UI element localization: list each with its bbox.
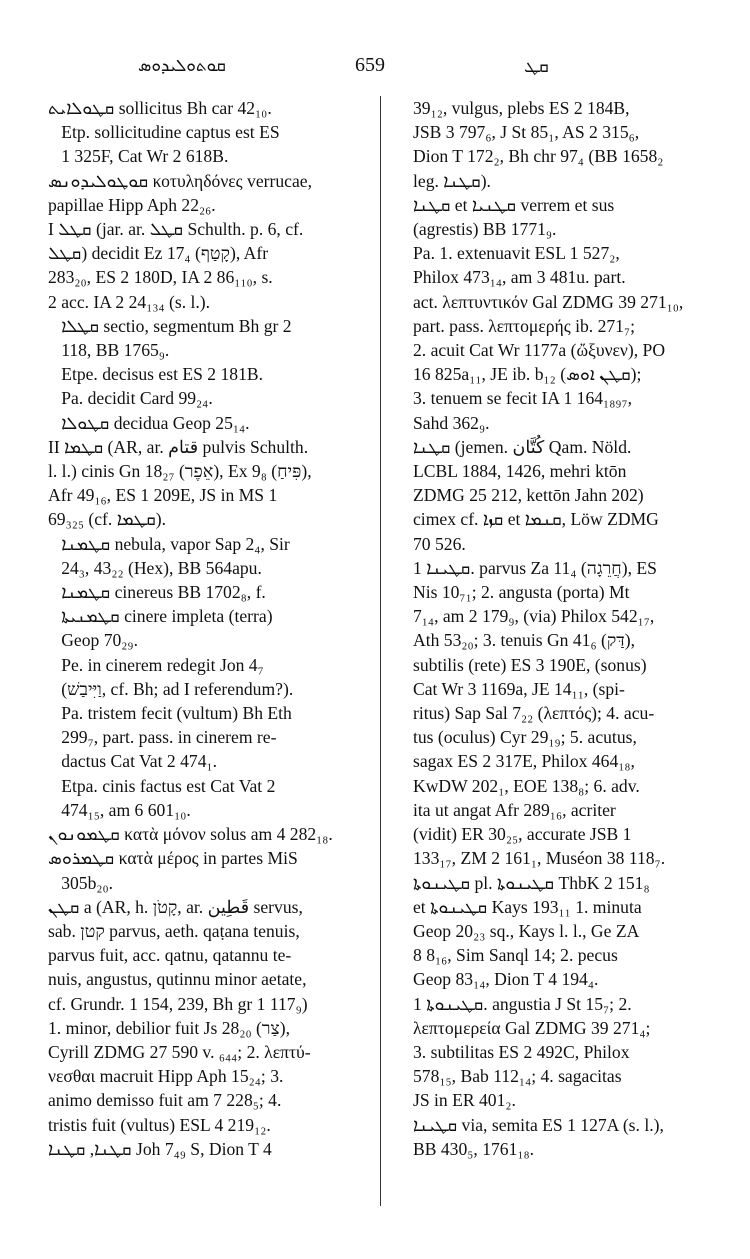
- text-line: Pa. tristem fecit (vultum) Bh Eth: [48, 703, 292, 724]
- text-line: 299₇, part. pass. in cinerem re-: [48, 727, 277, 748]
- text-line: ܩܛܡܘܢܘܢ κατὰ μόνον solus am 4 282₁₈.: [48, 824, 333, 845]
- text-line: ܩܛܢܐ et ܩܛܢܝܐ verrem et sus: [413, 194, 615, 215]
- text-line: (vidit) ER 30₂₅, accurate JSB 1: [413, 824, 632, 845]
- left-column: [48, 96, 370, 1161]
- text-line: et ܩܛܝܢܘܬܐ Kays 193₁₁ 1. minuta: [413, 896, 642, 917]
- text-line: tristis fuit (vultus) ESL 4 219₁₂.: [48, 1114, 271, 1135]
- text-line: tus (oculus) Cyr 29₁₉; 5. acutus,: [413, 727, 637, 748]
- text-line: Philox 473₁₄, am 3 481u. part.: [413, 267, 626, 288]
- text-line: JS in ER 401₂.: [413, 1090, 516, 1111]
- text-line: ܩܛܝܢܐ 1. parvus Za 11₄ (חֲרֵגָה), ES: [413, 557, 657, 578]
- text-line: KwDW 202₁, EOE 138₈; 6. adv.: [413, 775, 640, 796]
- text-line: ܩܛܢܐ (jemen. كُتَّان Qam. Nöld.: [413, 436, 632, 457]
- text-line: Ath 53₂₀; 3. tenuis Gn 41₆ (דַּק),: [413, 630, 635, 651]
- text-line: Pe. in cinerem redegit Jon 4₇: [48, 654, 264, 675]
- text-line: 16 825a₁₁, JE ib. b₁₂ (ܩܛܢ ܐܘܣ);: [413, 364, 642, 385]
- text-line: ܩܛܘܠܐ decidua Geop 25₁₄.: [48, 412, 250, 433]
- text-line: Afr 49₁₆, ES 1 209E, JS in MS 1: [48, 485, 278, 506]
- text-line: (agrestis) BB 1771₉.: [413, 219, 557, 240]
- text-line: νεσθαι macruit Hipp Aph 15₂₄; 3.: [48, 1066, 284, 1087]
- right-column: [413, 96, 715, 1161]
- text-line: cimex cf. ܩܙܐ et ܩܢܡܐ, Löw ZDMG: [413, 509, 659, 530]
- text-line: 305b₂₀.: [48, 872, 114, 893]
- text-line: 3. tenuem se fecit IA 1 164₁₈₉₇,: [413, 388, 632, 409]
- text-line: Geop 83₁₄, Dion T 4 194₄.: [413, 969, 599, 990]
- text-line: sagax ES 2 317E, Philox 464₁₈,: [413, 751, 635, 772]
- text-line: Cyrill ZDMG 27 590 v. ₆₄₄; 2. λεπτύ-: [48, 1041, 311, 1062]
- text-line: act. λεπτυντικόν Gal ZDMG 39 271₁₀,: [413, 291, 684, 312]
- column-divider: [380, 96, 381, 1206]
- text-line: 133₁₇, ZM 2 161₁, Muséon 38 118₇.: [413, 848, 666, 869]
- running-letter: ܩܛ: [524, 56, 549, 76]
- text-line: BB 430₅, 1761₁₈.: [413, 1138, 535, 1159]
- text-line: 578₁₅, Bab 112₁₄; 4. sagacitas: [413, 1066, 622, 1087]
- text-line: leg. ܩܛܢܐ).: [413, 170, 491, 191]
- text-line: papillae Hipp Aph 22₂₆.: [48, 194, 216, 215]
- text-line: Nis 10₇₁; 2. angusta (porta) Mt: [413, 582, 630, 603]
- text-line: ܩܛܠ) decidit Ez 17₄ (קָטַף), Afr: [48, 243, 269, 264]
- text-line: Etpa. cinis factus est Cat Vat 2: [48, 775, 276, 796]
- text-line: II ܩܛܡܐ (AR, ar. قتام pulvis Schulth.: [48, 436, 309, 457]
- text-line: ܩܛܝܢܐ via, semita ES 1 127A (s. l.),: [413, 1114, 664, 1135]
- text-line: ritus) Sap Sal 7₂₂ (λεπτός); 4. acu-: [413, 703, 655, 724]
- text-line: Dion T 172₂, Bh chr 97₄ (BB 1658₂: [413, 146, 664, 167]
- text-line: 7₁₄, am 2 179₉, (via) Philox 542₁₇,: [413, 606, 655, 627]
- text-line: LCBL 1884, 1426, mehri ktōn: [413, 461, 627, 482]
- text-line: JSB 3 797₆, J St 85₁, AS 2 315₆,: [413, 122, 640, 143]
- text-line: subtilis (rete) ES 3 190E, (sonus): [413, 654, 647, 675]
- text-line: ܩܛܡܢܝܬܐ cinere impleta (terra): [48, 606, 273, 627]
- text-line: 118, BB 1765₉.: [48, 340, 170, 361]
- text-line: ܩܛܡܢܐ cinereus BB 1702₈, f.: [48, 582, 266, 603]
- text-line: 8 8₁₆, Sim Sanql 14; 2. pecus: [413, 945, 618, 966]
- page-number: 659: [355, 54, 385, 76]
- text-line: 283₂₀, ES 2 180D, IA 2 86₁₁₀, s.: [48, 267, 273, 288]
- text-line: λεπτομερεία Gal ZDMG 39 271₄;: [413, 1017, 651, 1038]
- text-line: 1. minor, debilior fuit Js 28₂₀ (צַר),: [48, 1017, 291, 1038]
- text-line: parvus fuit, acc. qatnu, qatannu te-: [48, 945, 292, 966]
- text-line: 24₃, 43₂₂ (Hex), BB 564apu.: [48, 557, 262, 578]
- text-line: ܩܛܢܐ, ܩܛܢܐ Joh 7₄₉ S, Dion T 4: [48, 1138, 272, 1159]
- text-line: 3. subtilitas ES 2 492C, Philox: [413, 1041, 630, 1062]
- text-line: ܩܛܡܪܘܣ κατὰ μέρος in partes MiS: [48, 848, 298, 869]
- text-line: ܩܛܝܢܘܬܐ 1. angustia J St 15₇; 2.: [413, 993, 632, 1014]
- running-headword: ܩܘܬܘܠܝܕܘܣ: [138, 56, 226, 75]
- text-line: ita ut angat Afr 289₁₆, acriter: [413, 799, 616, 820]
- text-line: ܩܛܢ a (AR, h. קָטֹן, ar. قَطِين servus,: [48, 896, 303, 917]
- page-header: [0, 56, 750, 84]
- text-line: 474₁₅, am 6 601₁₀.: [48, 799, 191, 820]
- text-line: animo demisso fuit am 7 228₅; 4.: [48, 1090, 282, 1111]
- text-line: Sahd 362₉.: [413, 412, 490, 433]
- text-line: 69₃₂₅ (cf. ܩܛܡܐ).: [48, 509, 167, 530]
- text-line: 1 325F, Cat Wr 2 618B.: [48, 146, 229, 167]
- text-line: Cat Wr 3 1169a, JE 14₁₁, (spi-: [413, 678, 625, 699]
- text-line: Pa. 1. extenuavit ESL 1 527₂,: [413, 243, 620, 264]
- text-line: ZDMG 25 212, kettōn Jahn 202): [413, 485, 644, 506]
- text-line: I ܩܛܠ (jar. ar. ܩܛܠ Schulth. p. 6, cf.: [48, 219, 304, 240]
- text-line: ܩܛܘܠܐܝܬ sollicitus Bh car 42₁₀.: [48, 98, 272, 118]
- text-line: part. pass. λεπτομερής ib. 271₇;: [413, 315, 635, 336]
- text-line: Geop 70₂₉.: [48, 630, 138, 651]
- text-line: ܩܛܠܐ sectio, segmentum Bh gr 2: [48, 315, 292, 336]
- text-line: l. l.) cinis Gn 18₂₇ (אֵפֶר), Ex 9₈ (פִּיחַ),: [48, 461, 312, 482]
- text-line: 70 526.: [413, 533, 466, 554]
- text-line: Geop 20₂₃ sq., Kays l. l., Ge ZA: [413, 920, 640, 941]
- text-line: Etpe. decisus est ES 2 181B.: [48, 364, 264, 385]
- text-line: 39₁₂, vulgus, plebs ES 2 184B,: [413, 98, 630, 118]
- text-line: Pa. decidit Card 99₂₄.: [48, 388, 213, 409]
- text-line: 2. acuit Cat Wr 1177a (ὤξυνεν), PO: [413, 340, 666, 361]
- text-line: Etp. sollicitudine captus est ES: [48, 122, 280, 143]
- text-line: cf. Grundr. 1 154, 239, Bh gr 1 117₉): [48, 993, 308, 1014]
- text-line: dactus Cat Vat 2 474₁.: [48, 751, 218, 772]
- text-line: 2 acc. IA 2 24₁₃₄ (s. l.).: [48, 291, 211, 312]
- text-line: (וַיִּיבַשׁ, cf. Bh; ad I referendum?).: [48, 678, 294, 699]
- text-line: ܩܛܡܢܐ nebula, vapor Sap 2₄, Sir: [48, 533, 290, 554]
- text-line: nuis, angustus, qutinnu minor aetate,: [48, 969, 307, 990]
- text-line: ܩܛܝܢܘܬܐ pl. ܩܛܝܢܘܬܐ ThbK 2 151₈: [413, 872, 650, 893]
- text-line: ܩܘܛܘܠܝܕܘܢܣ κοτυληδόνες verrucae,: [48, 170, 312, 191]
- text-line: sab. קטן parvus, aeth. qaṭana tenuis,: [48, 920, 300, 941]
